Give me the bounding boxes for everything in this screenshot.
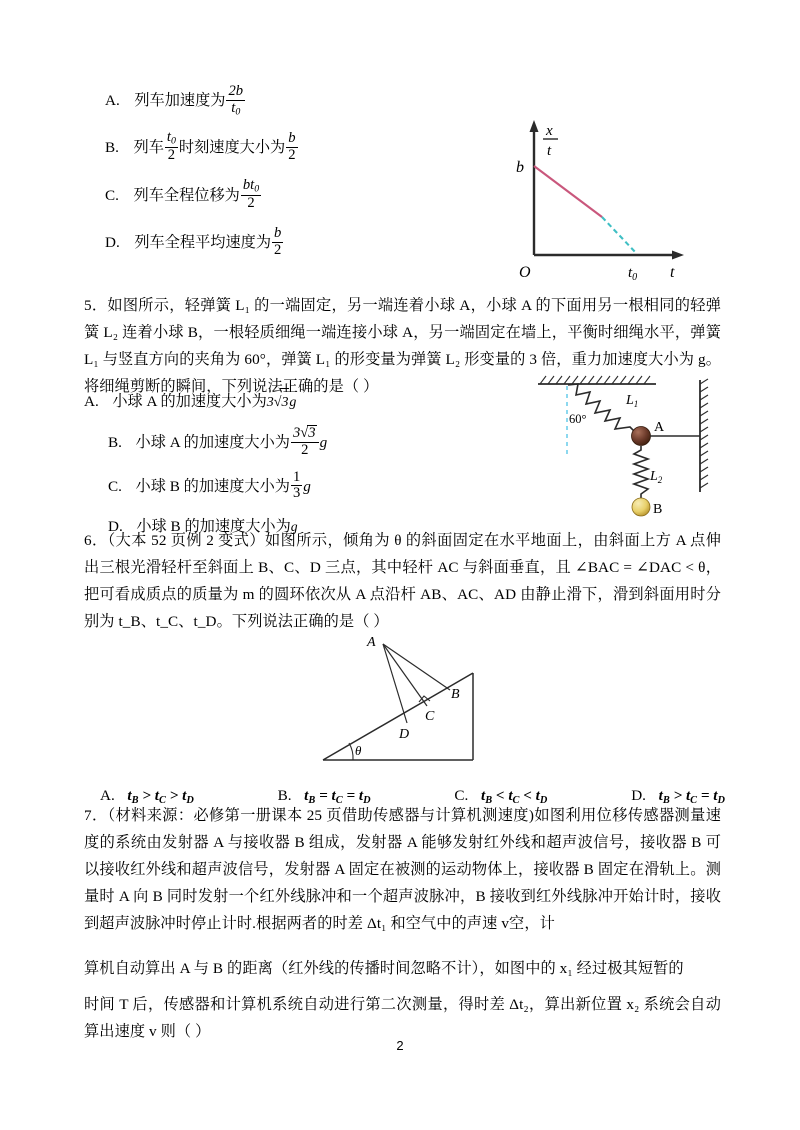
- question-5-number: 5．: [84, 297, 108, 314]
- page-number: 2: [396, 1038, 404, 1053]
- ball-B: [632, 498, 650, 516]
- fraction-numerator: t0: [166, 128, 176, 147]
- x-axis-label-t: t: [670, 264, 675, 281]
- question-7-stem-continued: [84, 955, 721, 1045]
- question-7-paragraph-2: [84, 955, 721, 982]
- unit-g: g: [303, 477, 311, 495]
- spring-L2-label: $L_2$: [650, 469, 663, 485]
- option-a-label-q5: A.: [84, 393, 99, 410]
- graph-line-dashed-segment: [602, 217, 637, 254]
- y-axis-label-numerator: x: [546, 123, 553, 139]
- option-d-label-q4: D.: [105, 233, 120, 251]
- question-6-number: 6．: [84, 532, 108, 549]
- option-c-text-q5: 小球 B 的加速度大小为: [135, 477, 290, 495]
- option-d-expression-q6: $t_B > t_C = t_D$: [658, 787, 725, 806]
- fraction-numerator: b: [288, 130, 296, 147]
- rod-AB: [383, 644, 450, 690]
- question-6-figure-inclined-plane: [305, 628, 555, 778]
- unit-g: g: [290, 519, 298, 534]
- option-b-text-2-q4: 时刻速度大小为: [178, 139, 286, 157]
- option-b-text-q5: 小球 A 的加速度大小为: [135, 433, 290, 451]
- coefficient: 3: [266, 395, 274, 410]
- fraction-numerator: b: [274, 224, 282, 241]
- apex-label-A: A: [367, 635, 376, 650]
- option-a-label-q4: A.: [105, 91, 120, 109]
- fraction-1-over-3: [291, 470, 302, 503]
- question-7-paragraph-3: [84, 991, 721, 1045]
- fraction-numerator: 2b: [228, 83, 244, 99]
- angle-label-theta: θ: [355, 743, 362, 758]
- question-5-figure-spring-system: [538, 370, 733, 530]
- unit-g: g: [289, 395, 297, 410]
- question-4-options: [105, 84, 435, 270]
- fraction-numerator: 1: [292, 468, 301, 485]
- option-d-label-q6: D.: [631, 787, 646, 804]
- point-label-C: C: [425, 709, 435, 724]
- ball-A: [632, 427, 651, 446]
- fraction-denominator: 2: [288, 147, 296, 164]
- option-a-text-q5: 小球 A 的加速度大小为: [112, 393, 267, 410]
- option-b-expression-q6: $t_B = t_C = t_D$: [304, 787, 371, 806]
- y-axis-arrow: [530, 120, 539, 132]
- question-7-stem: [84, 802, 721, 937]
- fraction-denominator: 2: [167, 147, 176, 164]
- fraction-b-over-2: [272, 226, 283, 259]
- rod-AC: [383, 644, 427, 706]
- option-c-q5: [108, 470, 508, 503]
- option-c-label-q4: C.: [105, 187, 119, 205]
- option-a-expression-q6: $t_B > t_C > t_D$: [127, 787, 194, 806]
- fraction-denominator: 3: [292, 485, 301, 502]
- option-a-q4: [105, 84, 435, 118]
- option-a-value-q5: 3√3g: [267, 395, 297, 410]
- fraction-3root3-over-2: [291, 425, 319, 459]
- point-label-B: B: [451, 687, 460, 702]
- point-label-D: D: [399, 727, 410, 742]
- option-c-label-q6: C.: [454, 787, 469, 804]
- fraction-denominator: t0: [231, 99, 241, 118]
- question-6-text: （大本 52 页例 2 变式）如图所示，倾角为 θ 的斜面固定在水平地面上，由斜面上方 A 点伸出三根光滑轻杆至斜面上 B、C、D 三点，其中轻杆 AC 与斜面垂直，且 ∠BAC = ∠DAC < θ，把可看成质点的质量为 m 的圆环依次从 A 点沿杆 AB、AC、AD 由静止滑下，滑到斜面用时分别为 t_B、t_C、t_D。下列说法正确的是（ ）: [84, 532, 721, 630]
- question-7-text-part2: 算机自动算出 A 与 B 的距离（红外线的传播时间忽略不计），如图中的 x₁ 经过极其短暂的: [84, 960, 684, 977]
- option-b-q4: [105, 130, 435, 164]
- fraction-bt0-over-2: [241, 178, 261, 212]
- option-d-text-q5: 小球 B 的加速度大小为: [136, 518, 291, 535]
- option-b-label-q4: B.: [105, 139, 119, 157]
- radicand: 3: [308, 425, 316, 441]
- fraction-2b-over-t0: [226, 84, 245, 118]
- ball-A-label: A: [654, 420, 665, 435]
- option-a-label-q6: A.: [100, 787, 115, 804]
- option-d-label-q5: D.: [108, 518, 123, 535]
- question-5-text: 如图所示，轻弹簧 L₁ 的一端固定，另一端连着小球 A，小球 A 的下面用另一根相同的轻弹簧 L₂ 连着小球 B，一根轻质细绳一端连接小球 A，另一端固定在墙上，平衡时细绳水平，弹簧 L₁ 与竖直方向的夹角为 60°，弹簧 L₁ 的形变量为弹簧 L₂ 形变量的 3 倍，重力加速度大小为 g。将细绳剪断的瞬间，下列说法正确的是（ ）: [84, 297, 721, 395]
- option-b-label-q6: B.: [277, 787, 292, 804]
- question-6-paragraph: [84, 527, 721, 635]
- y-intercept-label-b: b: [516, 159, 524, 176]
- y-axis-label-denominator: t: [547, 143, 552, 159]
- graph-line-solid-segment: [534, 166, 602, 217]
- spring-L1-label: $L_1$: [626, 393, 639, 409]
- option-c-expression-q6: $t_B < t_C < t_D$: [480, 787, 548, 806]
- angle-label-60: 60°: [569, 412, 587, 426]
- fraction-denominator: 2: [301, 441, 309, 458]
- right-wall-hatching: [700, 379, 708, 488]
- fraction-t0-over-2: [165, 130, 178, 164]
- question-7-text-part3: 时间 T 后，传感器和计算机系统自动进行第二次测量，得时差 Δt₂，算出新位置 x₂ 系统会自动算出速度 v 则（ ）: [84, 996, 721, 1040]
- question-6-stem: [84, 527, 721, 635]
- coefficient: 3: [292, 425, 301, 441]
- inclined-plane-svg: [305, 628, 555, 778]
- question-4-figure-xt-graph: [492, 100, 707, 285]
- fraction-denominator: 2: [274, 241, 282, 258]
- option-c-label-q5: C.: [108, 477, 122, 495]
- option-c-q4: [105, 178, 435, 212]
- option-b-q5: [108, 425, 508, 459]
- fraction-numerator: 3√3: [291, 425, 319, 443]
- option-d-text-q4: 列车全程平均速度为: [134, 233, 272, 251]
- x-tick-label-t0: $t_0$: [628, 265, 638, 283]
- rod-AD: [383, 644, 407, 723]
- option-b-label-q5: B.: [108, 433, 122, 451]
- xt-graph-svg: [492, 100, 707, 285]
- question-7-text-part1: （材料来源：必修第一册课本 25 页借助传感器与计算机测速度)如图利用位移传感器测量速度的系统由发射器 A 与接收器 B 组成，发射器 A 能够发射红外线和超声波信号，接收器 B 可以接收红外线和超声波信号，发射器 A 固定在被测的运动物体上，接收器 B 固定在滑轨上。测量时 A 向 B 同时发射一个红外线脉冲和一个超声波脉冲，B 接收到红外线脉冲开始计时，接收到超声波脉冲时停止计时.根据两者的时差 Δt₁ 和空气中的声速 v空，计: [84, 807, 721, 932]
- option-a-q5: [84, 388, 508, 416]
- angle-arc-theta: [349, 743, 353, 760]
- option-c-text-q4: 列车全程位移为: [133, 187, 240, 205]
- fraction-b-over-2: [286, 131, 297, 164]
- question-7-paragraph-1: [84, 802, 721, 937]
- spring-system-svg: [538, 370, 733, 530]
- origin-label-O: O: [519, 264, 531, 281]
- option-d-q4: [105, 226, 435, 259]
- spring-L2: [634, 446, 648, 498]
- question-7-number: 7．: [84, 807, 108, 824]
- radicand: 3: [280, 388, 289, 416]
- ceiling-hatching: [540, 376, 650, 384]
- unit-g: g: [319, 433, 328, 451]
- ball-B-label: B: [653, 502, 663, 517]
- fraction-numerator: bt0: [242, 176, 260, 195]
- option-b-text-1-q4: 列车: [133, 139, 164, 157]
- fraction-denominator: 2: [247, 195, 255, 212]
- question-5-options: [84, 388, 508, 540]
- x-axis-arrow: [672, 251, 684, 260]
- option-a-text-q4: 列车加速度为: [134, 91, 226, 109]
